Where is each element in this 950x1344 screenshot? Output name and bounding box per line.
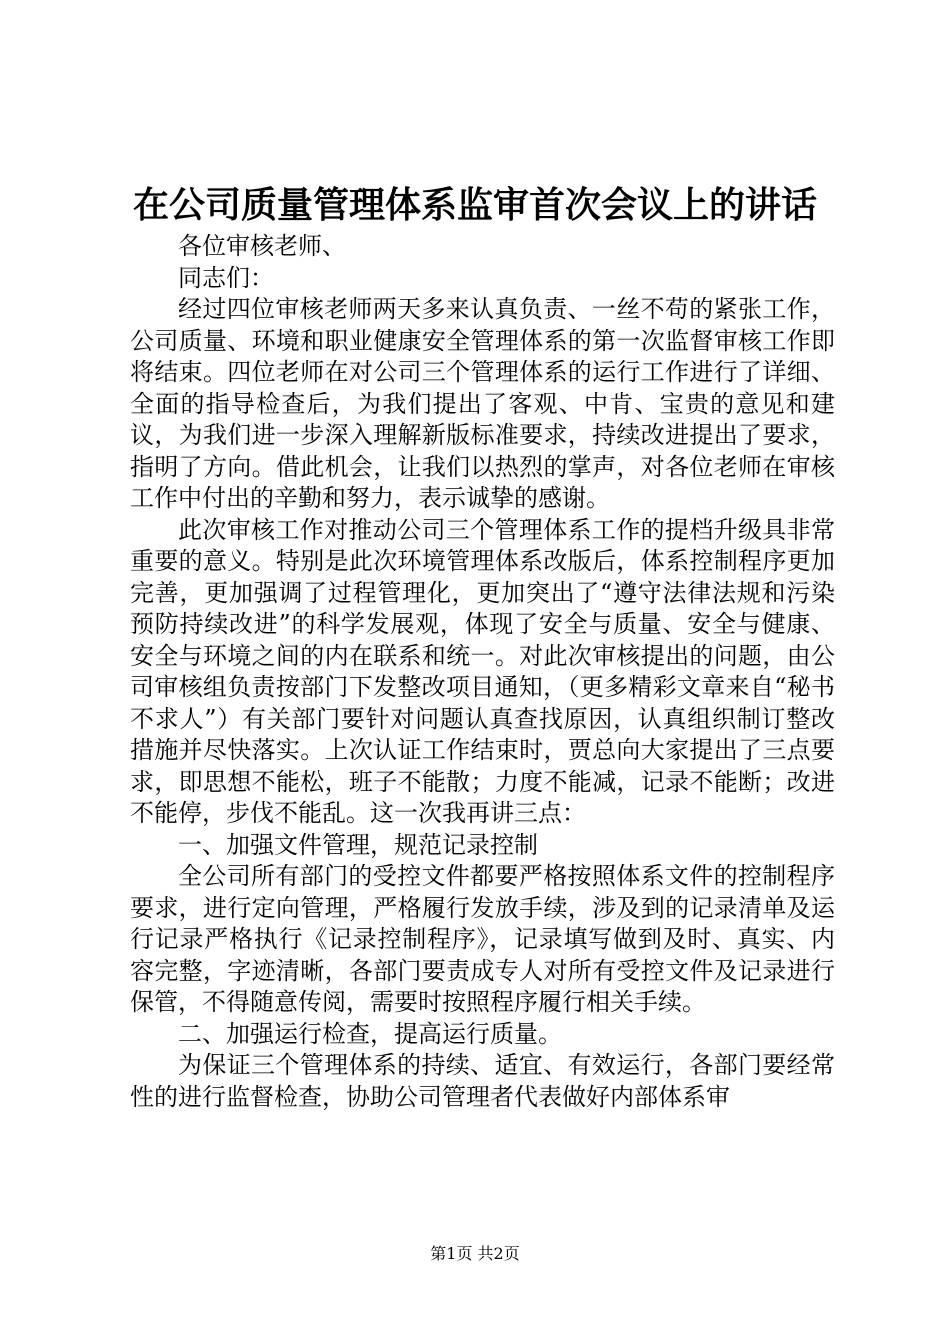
body-paragraph: 经过四位审核老师两天多来认真负责、一丝不苟的紧张工作，公司质量、环境和职业健康安全管理体系的第一次监督审核工作即将结束。四位老师在对公司三个管理体系的运行工作进行了详细、全面的指导检查后，为我们提出了客观、中肯、宝贵的意见和建议，为我们进一步深入理解新版标准要求，持续改进提出了要求，指明了方向。借此机会，让我们以热烈的掌声，对各位老师在审核工作中付出的辛勤和努力，表示诚挚的感谢。 bbox=[130, 295, 835, 512]
body-paragraph: 为保证三个管理体系的持续、适宜、有效运行，各部门要经常性的进行监督检查，协助公司管理者代表做好内部体系审 bbox=[130, 1051, 835, 1111]
section-heading: 二、加强运行检查，提高运行质量。 bbox=[178, 1019, 562, 1048]
salutation-line-2: 同志们： bbox=[178, 263, 274, 292]
salutation-line-1: 各位审核老师、 bbox=[178, 232, 346, 260]
body-paragraph: 全公司所有部门的受控文件都要严格按照体系文件的控制程序要求，进行定向管理，严格履行发放手续，涉及到的记录清单及运行记录严格执行《记录控制程序》，记录填写做到及时、真实、内容完整，字迹清晰，各部门要责成专人对所有受控文件及记录进行保管，不得随意传阅，需要时按照程序履行相关手续。 bbox=[130, 862, 835, 1016]
section-heading: 一、加强文件管理，规范记录控制 bbox=[178, 830, 538, 859]
page-number-footer: 第1页 共2页 bbox=[430, 1244, 520, 1263]
document-body bbox=[130, 231, 835, 1113]
body-paragraph: 此次审核工作对推动公司三个管理体系工作的提档升级具非常重要的意义。特别是此次环境管理体系改版后，体系控制程序更加完善，更加强调了过程管理化，更加突出了“遵守法律法规和污染预防持续改进”的科学发展观，体现了安全与质量、安全与健康、安全与环境之间的内在联系和统一。对此次审核提出的问题，由公司审核组负责按部门下发整改项目通知，（更多精彩文章来自“秘书不求人”）有关部门要针对问题认真查找原因，认真组织制订整改措施并尽快落实。上次认证工作结束时，贾总向大家提出了三点要求，即思想不能松，班子不能散；力度不能减，记录不能断；改进不能停，步伐不能乱。这一次我再讲三点： bbox=[130, 515, 835, 827]
document-title: 在公司质量管理体系监审首次会议上的讲话 bbox=[132, 184, 817, 226]
